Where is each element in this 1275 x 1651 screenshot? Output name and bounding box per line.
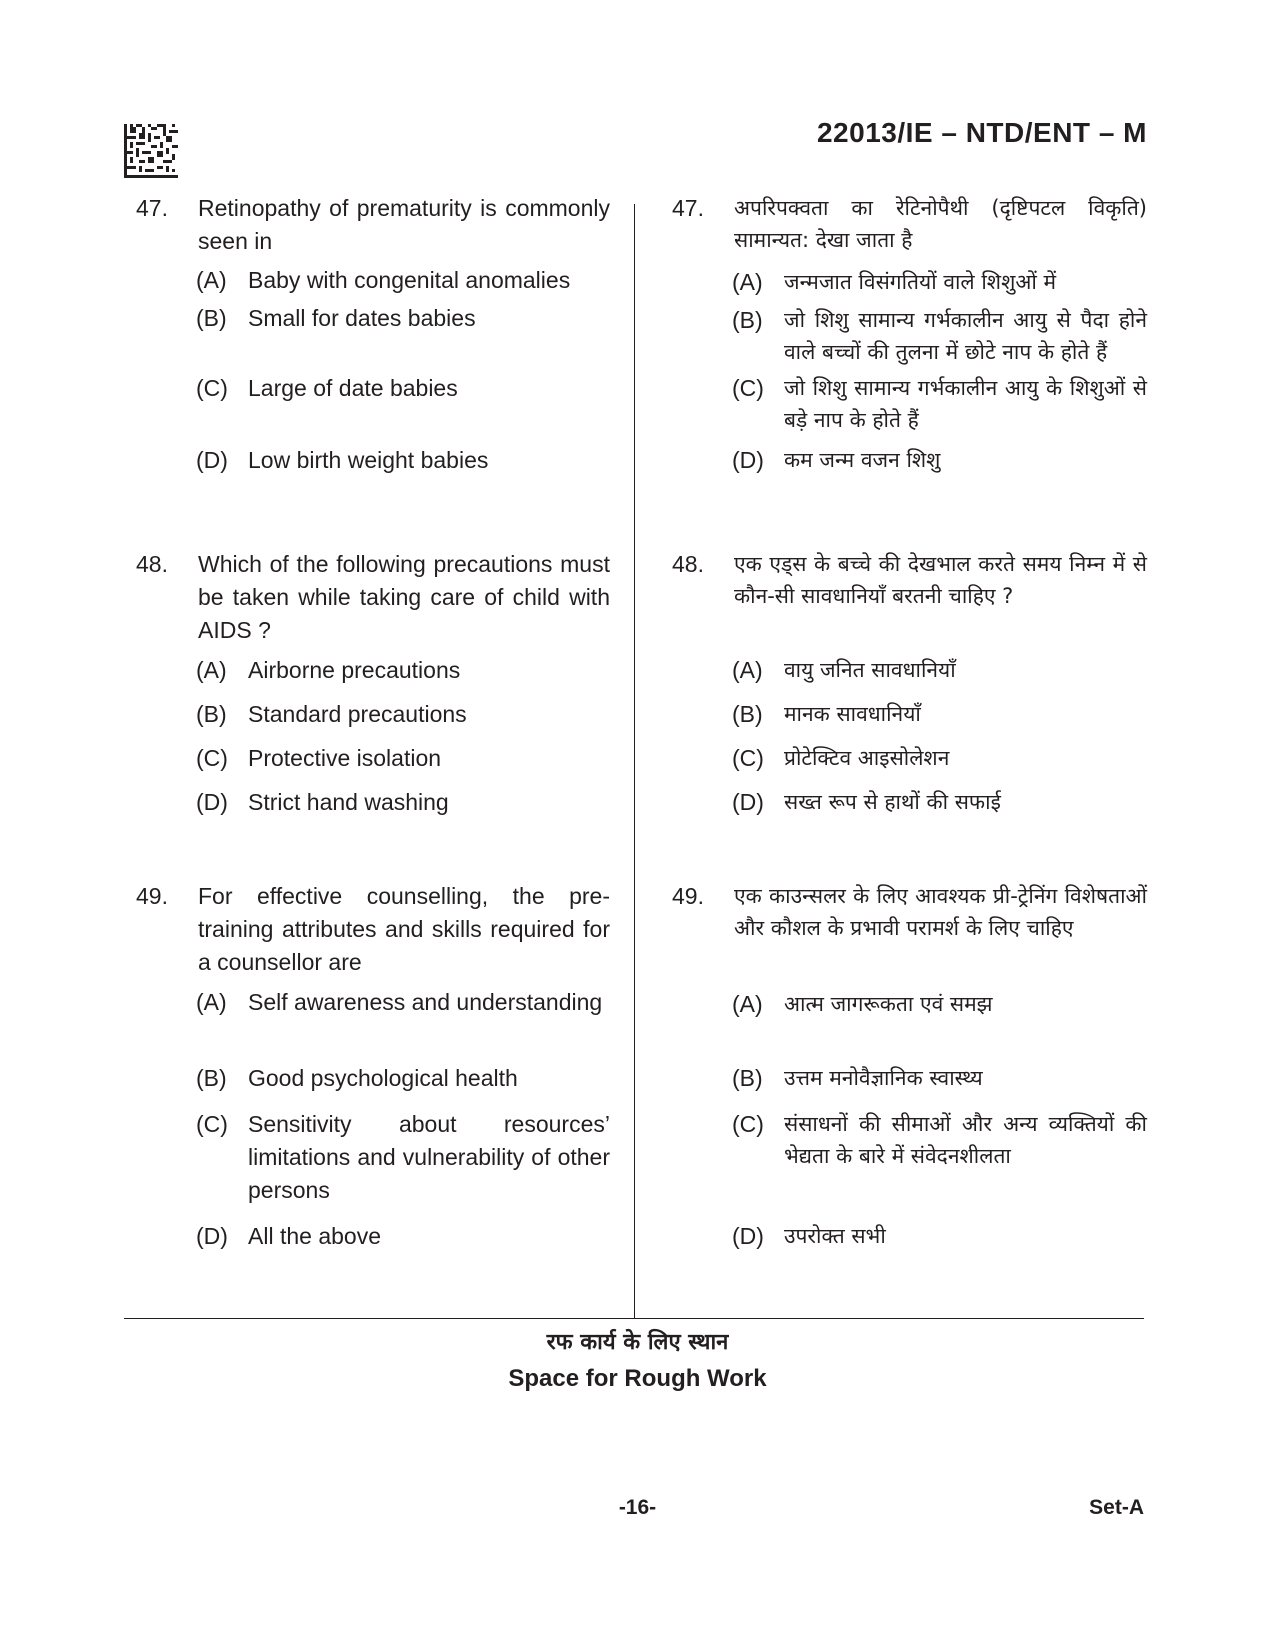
option-b	[196, 698, 610, 731]
question-text: For effective counselling, the pre-training attributes and skills required for a counsellor are	[198, 883, 610, 975]
question-number: 47.	[136, 195, 168, 221]
option-label: (A)	[732, 991, 763, 1017]
option-d	[732, 786, 1147, 818]
question-text: एक काउन्सलर के लिए आवश्यक प्री-ट्रेनिंग विशेषताओं और कौशल के प्रभावी परामर्श के लिए चाहिए	[734, 884, 1147, 940]
option-text: Good psychological health	[248, 1065, 518, 1091]
option-label: (D)	[196, 789, 228, 815]
option-label: (D)	[196, 447, 228, 473]
option-text: वायु जनित सावधानियाँ	[784, 658, 956, 682]
option-a	[732, 988, 1147, 1020]
question-number: 48.	[136, 551, 168, 577]
question-number: 49.	[672, 883, 704, 909]
option-c	[732, 1108, 1147, 1172]
option-a	[196, 654, 610, 687]
option-text: Airborne precautions	[248, 657, 461, 683]
option-label: (B)	[196, 701, 227, 727]
question-48-en	[136, 548, 610, 647]
option-label: (C)	[196, 745, 228, 771]
option-text: Protective isolation	[248, 745, 442, 771]
question-49-en	[136, 880, 610, 979]
option-text: Strict hand washing	[248, 789, 449, 815]
page-number: -16-	[618, 1496, 657, 1519]
option-label: (B)	[732, 1065, 763, 1091]
option-text: मानक सावधानियाँ	[784, 702, 921, 726]
option-b	[732, 698, 1147, 730]
option-d	[196, 444, 610, 477]
option-text: जो शिशु सामान्य गर्भकालीन आयु के शिशुओं से बड़े नाप के होते हैं	[784, 376, 1147, 432]
rough-work-label-hindi: रफ कार्य के लिए स्थान	[546, 1330, 729, 1355]
paper-code: 22013/IE – NTD/ENT – M	[816, 117, 1147, 148]
question-number: 49.	[136, 883, 168, 909]
option-text: Baby with congenital anomalies	[248, 267, 571, 293]
rough-work-label: Space for Rough Work	[508, 1365, 767, 1392]
set-label: Set-A	[1089, 1496, 1144, 1519]
option-text: Standard precautions	[248, 701, 467, 727]
option-label: (B)	[732, 701, 763, 727]
option-label: (C)	[732, 1111, 764, 1137]
option-c	[732, 372, 1147, 436]
question-48-hi	[672, 548, 1147, 612]
option-label: (B)	[196, 305, 227, 331]
option-label: (A)	[196, 267, 227, 293]
option-text: सख्त रूप से हाथों की सफाई	[784, 790, 1001, 814]
option-text: जो शिशु सामान्य गर्भकालीन आयु से पैदा होने वाले बच्चों की तुलना में छोटे नाप के होते हैं	[784, 308, 1147, 364]
option-label: (C)	[732, 375, 764, 401]
column-divider	[634, 204, 635, 1318]
option-label: (B)	[732, 307, 763, 333]
option-label: (D)	[196, 1223, 228, 1249]
option-label: (A)	[196, 657, 227, 683]
option-d	[196, 786, 610, 819]
question-47-hi	[672, 192, 1147, 256]
option-label: (C)	[196, 1111, 228, 1137]
option-label: (A)	[732, 657, 763, 683]
horizontal-rule	[124, 1318, 1144, 1319]
question-49-hi	[672, 880, 1147, 944]
option-label: (D)	[732, 1223, 764, 1249]
option-label: (C)	[732, 745, 764, 771]
question-text: अपरिपक्वता का रेटिनोपैथी (दृष्टिपटल विकृति) सामान्यत: देखा जाता है	[734, 196, 1147, 252]
option-text: Large of date babies	[248, 375, 458, 401]
option-a	[196, 264, 610, 297]
option-a	[732, 654, 1147, 686]
option-text: Small for dates babies	[248, 305, 476, 331]
option-a	[732, 266, 1147, 298]
option-c	[196, 742, 610, 775]
option-text: All the above	[248, 1223, 381, 1249]
option-text: Low birth weight babies	[248, 447, 489, 473]
option-b	[196, 302, 610, 335]
option-text: आत्म जागरूकता एवं समझ	[784, 992, 993, 1016]
option-label: (D)	[732, 789, 764, 815]
option-d	[196, 1220, 610, 1253]
question-number: 48.	[672, 551, 704, 577]
option-d	[732, 1220, 1147, 1252]
option-b	[732, 304, 1147, 368]
option-c	[732, 742, 1147, 774]
option-b	[196, 1062, 610, 1095]
question-text: Which of the following precautions must be taken while taking care of child with AIDS ?	[198, 551, 610, 643]
question-number: 47.	[672, 195, 704, 221]
question-text: Retinopathy of prematurity is commonly seen in	[198, 195, 610, 254]
option-c	[196, 1108, 610, 1207]
option-label: (A)	[732, 269, 763, 295]
option-b	[732, 1062, 1147, 1094]
option-text: Sensitivity about resources’ limitations and vulnerability of other persons	[248, 1111, 610, 1203]
question-47-en	[136, 192, 610, 258]
option-label: (C)	[196, 375, 228, 401]
option-text: संसाधनों की सीमाओं और अन्य व्यक्तियों की भेद्यता के बारे में संवेदनशीलता	[784, 1112, 1147, 1168]
option-text: उत्तम मनोवैज्ञानिक स्वास्थ्य	[784, 1066, 983, 1090]
option-text: कम जन्म वजन शिशु	[784, 448, 941, 472]
option-label: (D)	[732, 447, 764, 473]
option-label: (B)	[196, 1065, 227, 1091]
option-text: प्रोटेक्टिव आइसोलेशन	[784, 746, 950, 770]
option-text: Self awareness and understanding	[248, 989, 603, 1015]
option-c	[196, 372, 610, 405]
option-a	[196, 986, 610, 1019]
qr-code-icon	[124, 124, 178, 178]
option-text: उपरोक्त सभी	[784, 1224, 886, 1248]
question-text: एक एड्स के बच्चे की देखभाल करते समय निम्न में से कौन-सी सावधानियाँ बरतनी चाहिए ?	[734, 552, 1147, 608]
option-label: (A)	[196, 989, 227, 1015]
option-d	[732, 444, 1147, 476]
option-text: जन्मजात विसंगतियों वाले शिशुओं में	[784, 270, 1057, 294]
